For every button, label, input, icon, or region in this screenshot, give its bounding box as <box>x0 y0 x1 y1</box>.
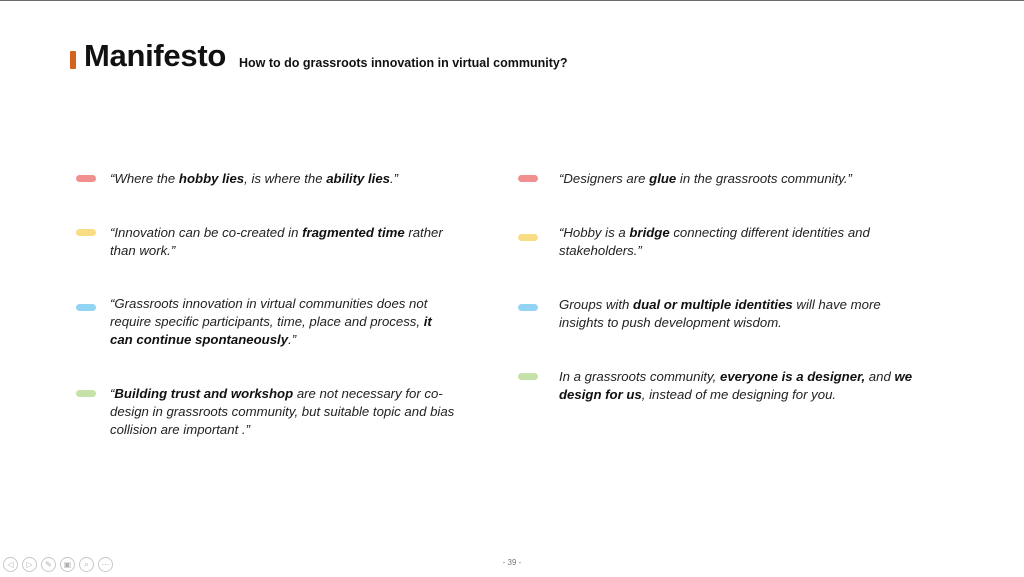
text-segment: in the grassroots community.” <box>676 171 852 186</box>
right-item-1 <box>559 170 919 188</box>
text-segment: , is where the <box>244 171 327 186</box>
right-item-2 <box>559 224 904 260</box>
emphasis-text: we design for us <box>559 369 913 402</box>
text-segment: “Where the <box>110 171 179 186</box>
slide-subtitle: How to do grassroots innovation in virtual community? <box>239 56 568 70</box>
emphasis-text: Building trust and workshop <box>114 386 294 401</box>
text-segment: .” <box>288 332 297 347</box>
emphasis-text: dual or multiple identities <box>633 297 793 312</box>
emphasis-text: glue <box>649 171 677 186</box>
text-segment: and <box>865 369 895 384</box>
green-bullet-marker <box>518 373 538 380</box>
text-segment: , instead of me designing for you. <box>641 387 837 402</box>
text-segment: connecting different identities and stakeholders.” <box>559 225 870 258</box>
previous-icon[interactable]: ◁ <box>3 557 18 572</box>
text-segment: “ <box>110 386 115 401</box>
page-number: - 39 - <box>502 558 522 567</box>
emphasis-text: it can continue spontaneously <box>110 314 432 347</box>
text-segment: Groups with <box>559 297 634 312</box>
title-accent-bar <box>70 51 76 69</box>
blue-bullet-marker <box>518 304 538 311</box>
next-icon[interactable]: ▷ <box>22 557 37 572</box>
yellow-bullet-marker <box>518 234 538 241</box>
text-segment: “Grassroots innovation in virtual communities does not require specific participants, time, place and process, <box>110 296 428 329</box>
text-segment: are not necessary for co-design in grassroots community, but suitable topic and bias collision are important .” <box>110 386 455 437</box>
more-icon[interactable]: ⋯ <box>98 557 113 572</box>
right-item-3 <box>559 296 914 332</box>
emphasis-text: bridge <box>629 225 670 240</box>
pink-bullet-marker <box>518 175 538 182</box>
emphasis-text: hobby lies <box>178 171 245 186</box>
text-segment: “Designers are <box>559 171 650 186</box>
emphasis-text: everyone is a designer, <box>720 369 866 384</box>
text-segment: “Innovation can be co-created in <box>110 225 303 240</box>
zoom-icon[interactable]: ⌕ <box>79 557 94 572</box>
blue-bullet-marker <box>76 304 96 311</box>
emphasis-text: ability lies <box>326 171 390 186</box>
left-item-1 <box>110 170 460 188</box>
slides-icon[interactable]: ▣ <box>60 557 75 572</box>
slide-title: Manifesto <box>84 38 226 73</box>
text-segment: “Hobby is a <box>559 225 630 240</box>
text-segment: rather than work.” <box>110 225 443 258</box>
text-segment: In a grassroots community, <box>559 369 720 384</box>
right-item-4 <box>559 368 924 404</box>
text-segment: will have more insights to push development wisdom. <box>559 297 881 330</box>
window-top-border <box>0 0 1024 1</box>
left-item-3 <box>110 295 455 349</box>
pen-icon[interactable]: ✎ <box>41 557 56 572</box>
yellow-bullet-marker <box>76 229 96 236</box>
emphasis-text: fragmented time <box>302 225 405 240</box>
left-item-4 <box>110 385 455 439</box>
left-item-2 <box>110 224 465 260</box>
green-bullet-marker <box>76 390 96 397</box>
pink-bullet-marker <box>76 175 96 182</box>
text-segment: .” <box>390 171 399 186</box>
